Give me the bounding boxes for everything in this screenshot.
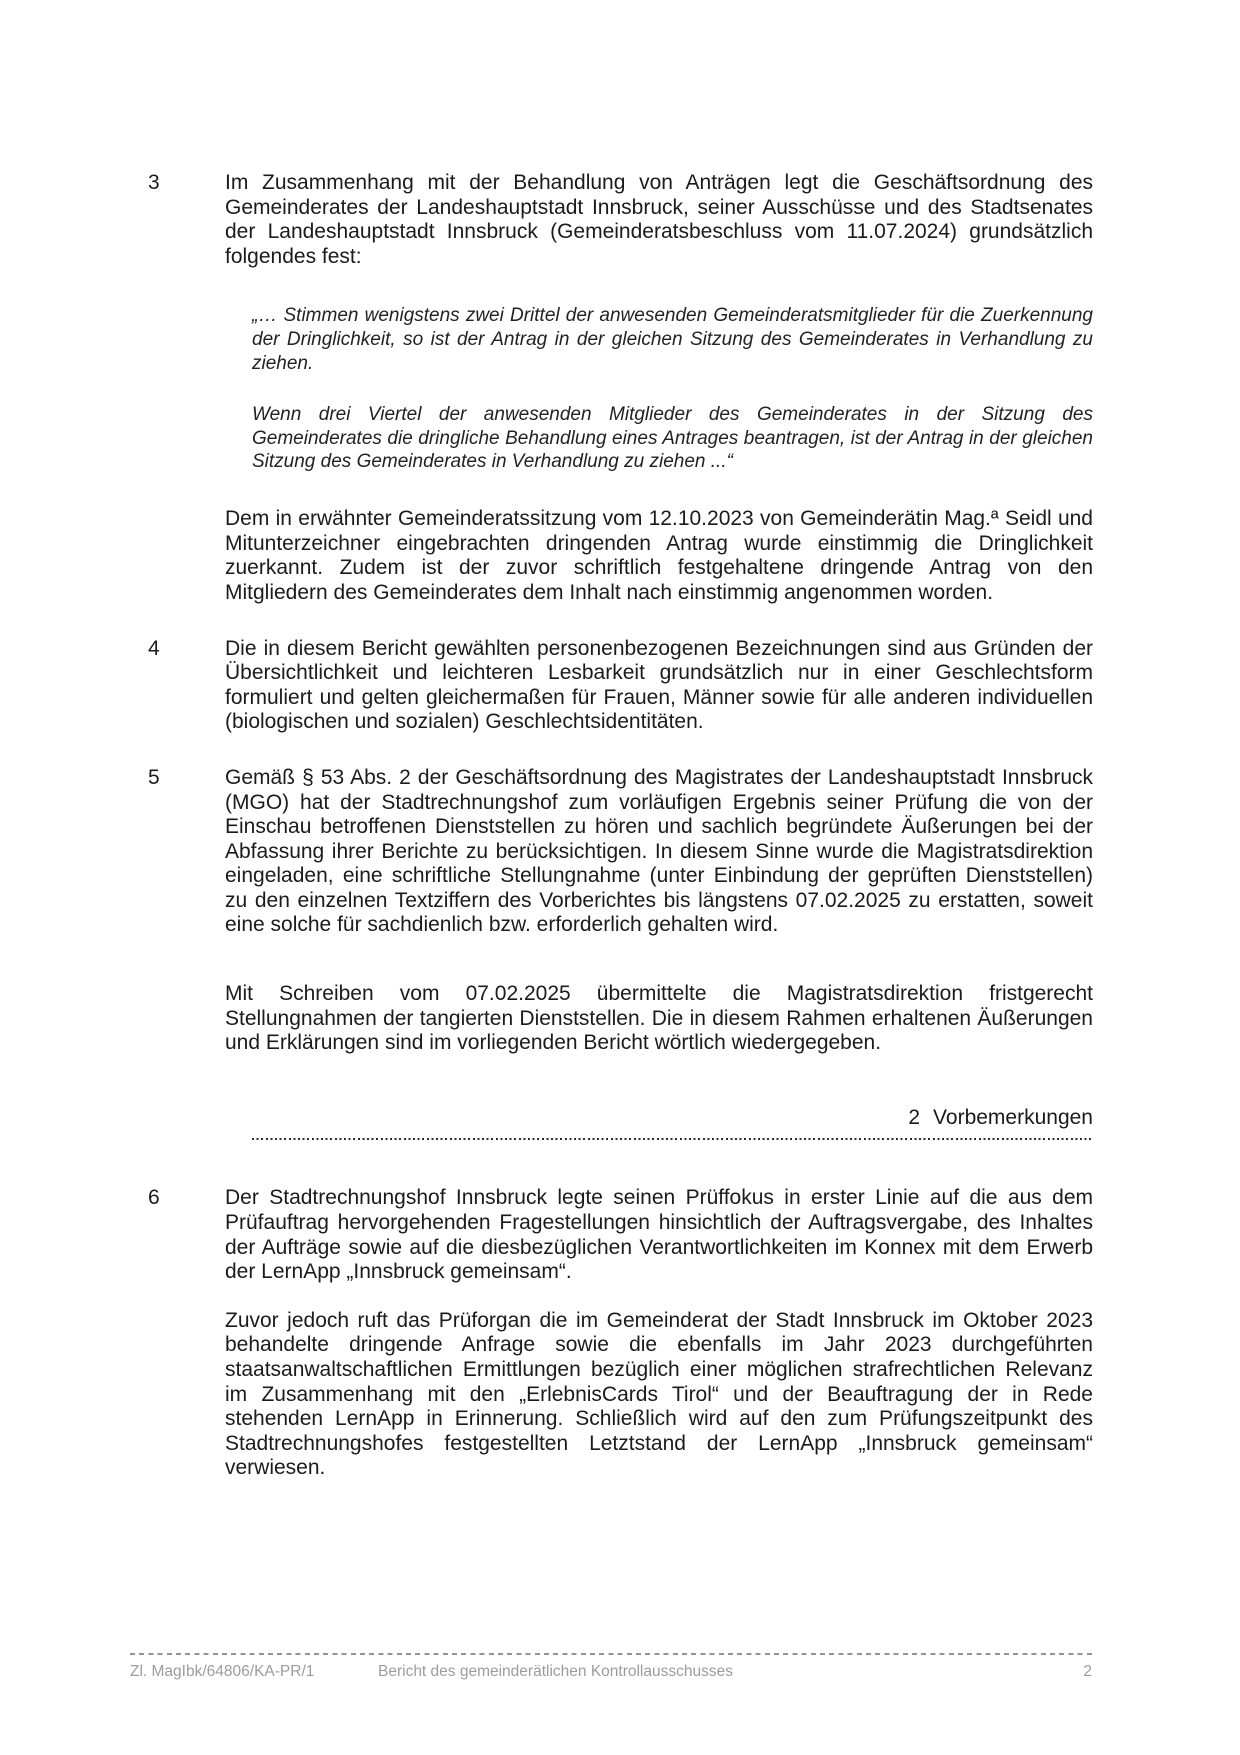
paragraph-text: Im Zusammenhang mit der Behandlung von Anträgen legt die Geschäftsordnung des Gemeinderates der Landeshauptstadt Innsbruck, seiner Ausschüsse und des Stadtsenates der Landeshauptstadt Innsbruck (Gemeinderatsbeschluss vom 11.07.2024) grundsätzlich folgendes fest:	[225, 171, 1093, 268]
continuation-paragraph	[148, 1309, 1093, 1481]
page-footer	[130, 1661, 1092, 1685]
section-number: 2	[908, 1105, 921, 1129]
quotation-text: Wenn drei Viertel der anwesenden Mitglieder des Gemeinderates in der Sitzung des Gemeinderates die dringliche Behandlung eines Antrages beantragen, ist der Antrag in der gleichen Sitzung des Gemeinderates in Verhandlung zu ziehen ...“	[252, 403, 1093, 473]
section-heading-line	[252, 1106, 1093, 1130]
paragraph-number: 4	[148, 636, 160, 660]
numbered-paragraph	[148, 1186, 1093, 1284]
paragraph-number-spacer	[148, 982, 225, 1056]
paragraph-text: Gemäß § 53 Abs. 2 der Geschäftsordnung des Magistrates der Landeshauptstadt Innsbruck (MGO) hat der Stadtrechnungshof zum vorläufigen Ergebnis seiner Prüfung die von der Einschau betroffenen Dienststellen zu hören und sachlich begründete Äußerungen bei der Abfassung ihrer Berichte zu berücksichtigen. In diesem Sinne wurde die Magistratsdirektion eingeladen, eine schriftliche Stellungnahme (unter Einbindung der geprüften Dienststellen) zu den einzelnen Textziffern des Vorberichtes bis längstens 07.02.2025 zu erstatten, soweit eine solche für sachdienlich bzw. erforderlich gehalten wird.	[225, 765, 1093, 937]
quotation-text: „… Stimmen wenigstens zwei Drittel der anwesenden Gemeinderatsmitglieder für die Zuerkennung der Dringlichkeit, so ist der Antrag in der gleichen Sitzung des Gemeinderates in Verhandlung zu ziehen.	[252, 305, 1093, 374]
paragraph-text: Die in diesem Bericht gewählten personenbezogenen Bezeichnungen sind aus Gründen der Übersichtlichkeit und leichteren Lesbarkeit grundsätzlich nur in einer Geschlechtsform formuliert und gelten gleichermaßen für Frauen, Männer sowie für alle anderen individuellen (biologischen und sozialen) Geschlechtsidentitäten.	[225, 636, 1093, 734]
paragraph-text: Zuvor jedoch ruft das Prüforgan die im Gemeinderat der Stadt Innsbruck im Oktober 2023 behandelte dringende Anfrage sowie die ebenfalls im Jahr 2023 durchgeführten staatsanwaltschaftlichen Ermittlungen bezüglich einer möglichen strafrechtlichen Relevanz im Zusammenhang mit den „ErlebnisCards Tirol“ und der Beauftragung der in Rede stehenden LernApp in Erinnerung. Schließlich wird auf den zum Prüfungszeitpunkt des Stadtrechnungshofes festgestellten Letztstand der LernApp „Innsbruck gemeinsam“ verwiesen.	[225, 1308, 1093, 1480]
quotation-block	[252, 304, 1093, 375]
paragraph-number: 6	[148, 1186, 160, 1210]
continuation-paragraph	[148, 982, 1093, 1056]
numbered-paragraph	[148, 766, 1093, 938]
paragraph-text: Dem in erwähnter Gemeinderatssitzung vom 12.10.2023 von Gemeinderätin Mag.ª Seidl und Mitunterzeichner eingebrachten dringenden Antrag wurde einstimmig die Dringlichkeit zuerkannt. Zudem ist der zuvor schriftlich festgehaltene dringende Antrag von den Mitgliedern des Gemeinderates dem Inhalt nach einstimmig angenommen worden.	[225, 507, 1093, 604]
section-title: Vorbemerkungen	[933, 1105, 1093, 1129]
footer-reference: Zl. MagIbk/64806/KA-PR/1	[130, 1663, 315, 1680]
paragraph-number-spacer	[148, 1309, 225, 1481]
numbered-paragraph	[148, 637, 1093, 735]
section-heading	[252, 1106, 1093, 1141]
section-divider-dotted-line	[252, 1138, 1093, 1141]
footer-dashed-line	[130, 1653, 1092, 1655]
document-body	[148, 171, 1093, 1481]
paragraph-text: Mit Schreiben vom 07.02.2025 übermittelte die Magistratsdirektion fristgerecht Stellungnahmen der tangierten Dienststellen. Die in diesem Rahmen erhaltenen Äußerungen und Erklärungen sind im vorliegenden Bericht wörtlich wiedergegeben.	[225, 982, 1093, 1055]
numbered-paragraph	[148, 171, 1093, 269]
footer-page-number: 2	[1083, 1663, 1092, 1680]
paragraph-number: 3	[148, 171, 160, 194]
footer-document-title: Bericht des gemeinderätlichen Kontrollausschusses	[378, 1663, 733, 1680]
quotation-block	[252, 403, 1093, 474]
continuation-paragraph	[148, 507, 1093, 605]
paragraph-text: Der Stadtrechnungshof Innsbruck legte seinen Prüffokus in erster Linie auf die aus dem Prüfauftrag hervorgehenden Fragestellungen hinsichtlich der Auftragsvergabe, des Inhaltes der Aufträge sowie auf die diesbezüglichen Verantwortlichkeiten im Konnex mit dem Erwerb der LernApp „Innsbruck gemeinsam“.	[225, 1186, 1093, 1284]
paragraph-number-spacer	[148, 507, 225, 605]
paragraph-number: 5	[148, 765, 160, 789]
